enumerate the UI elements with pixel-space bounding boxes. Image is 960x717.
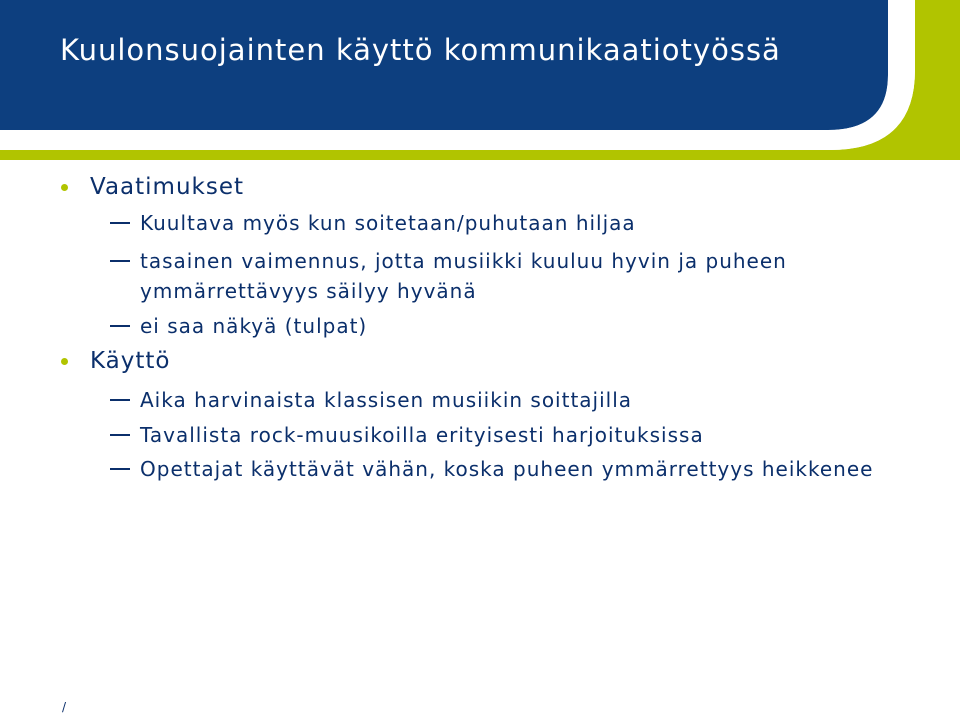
header-banner [0, 0, 960, 160]
dash-marker [110, 260, 130, 262]
dash-marker [110, 222, 130, 224]
dash-marker [110, 399, 130, 401]
list-item: Tavallista rock-muusikoilla erityisesti harjoituksissa [140, 423, 704, 447]
bullet-dot [61, 184, 68, 191]
footer-mark: / [62, 700, 67, 714]
dash-marker [110, 434, 130, 436]
list-item: tasainen vaimennus, jotta musiikki kuuluu hyvin ja puheen ymmärrettävyys säilyy hyvänä [140, 249, 787, 303]
list-item: Opettajat käyttävät vähän, koska puheen ymmärrettyys heikkenee [140, 457, 874, 481]
dash-marker [110, 325, 130, 327]
list-item: Aika harvinaista klassisen musiikin soittajilla [140, 388, 633, 412]
list-item: ei saa näkyä (tulpat) [140, 314, 368, 338]
bullet-dot [61, 358, 68, 365]
section-heading: Käyttö [90, 348, 171, 374]
section-heading: Vaatimukset [90, 174, 244, 200]
list-item: Kuultava myös kun soitetaan/puhutaan hiljaa [140, 211, 636, 235]
dash-marker [110, 468, 130, 470]
slide-title: Kuulonsuojainten käyttö kommunikaatiotyössä [60, 33, 781, 67]
